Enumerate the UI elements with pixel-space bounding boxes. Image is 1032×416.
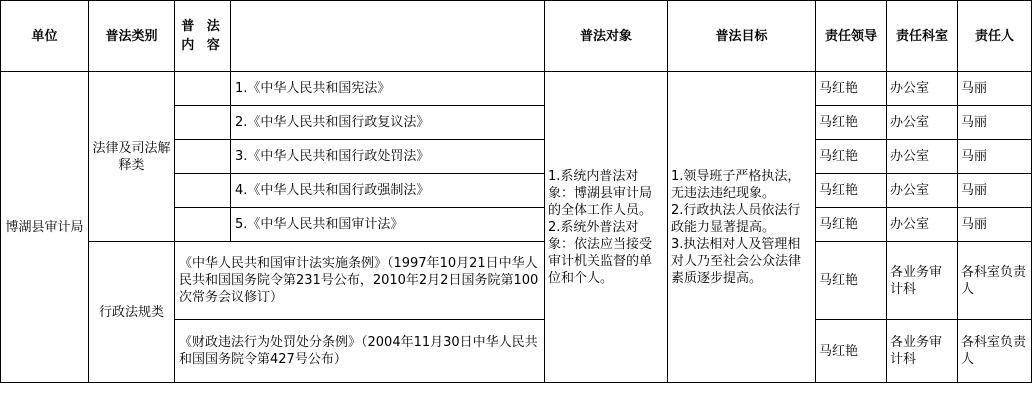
header-person: 责任人 <box>958 1 1032 72</box>
law-item: 5.《中华人民共和国审计法》 <box>231 208 545 242</box>
law-item: 1.《中华人民共和国宪法》 <box>231 72 545 106</box>
leader-cell: 马红艳 <box>816 242 887 320</box>
leader-cell: 马红艳 <box>816 208 887 242</box>
person-cell: 马丽 <box>958 140 1032 174</box>
table-row <box>1 242 1032 320</box>
content-spacer <box>175 72 231 106</box>
header-unit: 单位 <box>1 1 89 72</box>
regulation-item: 《中华人民共和国审计法实施条例》（1997年10月21日中华人民共和国国务院令第231号公布，2010年2月2日国务院第100次常务会议修订） <box>175 242 545 320</box>
leader-cell: 马红艳 <box>816 106 887 140</box>
unit-cell: 博湖县审计局 <box>1 72 89 383</box>
leader-cell: 马红艳 <box>816 174 887 208</box>
content-spacer <box>175 208 231 242</box>
regulation-item: 《财政违法行为处罚处分条例》（2004年11月30日中华人民共和国国务院令第427号公布） <box>175 320 545 383</box>
header-content <box>175 1 231 72</box>
target-cell <box>545 72 668 383</box>
header-target: 普法对象 <box>545 1 668 72</box>
person-cell: 马丽 <box>958 174 1032 208</box>
person-cell: 各科室负责人 <box>958 320 1032 383</box>
leader-cell: 马红艳 <box>816 140 887 174</box>
office-cell: 办公室 <box>887 72 958 106</box>
leader-cell: 马红艳 <box>816 320 887 383</box>
category-law-cell: 法律及司法解释类 <box>89 72 175 242</box>
header-office: 责任科室 <box>887 1 958 72</box>
person-cell: 各科室负责人 <box>958 242 1032 320</box>
leader-cell: 马红艳 <box>816 72 887 106</box>
goal-cell <box>668 72 816 383</box>
office-cell: 各业务审计科 <box>887 242 958 320</box>
law-item: 2.《中华人民共和国行政复议法》 <box>231 106 545 140</box>
person-cell: 马丽 <box>958 106 1032 140</box>
header-leader: 责任领导 <box>816 1 887 72</box>
target-text: 1.系统内普法对象：博湖县审计局的全体工作人员。 2.系统外普法对象：依法应当接受审计机关监督的单位和个人。 <box>548 168 653 286</box>
content-spacer <box>175 174 231 208</box>
header-goal: 普法目标 <box>668 1 816 72</box>
content-spacer <box>175 106 231 140</box>
law-item: 3.《中华人民共和国行政处罚法》 <box>231 140 545 174</box>
category-admin-cell: 行政法规类 <box>89 242 175 383</box>
header-content-blank <box>231 1 545 72</box>
header-row <box>1 1 1032 72</box>
law-item: 4.《中华人民共和国行政强制法》 <box>231 174 545 208</box>
header-content-label: 普 法 内 容 <box>181 19 224 53</box>
header-category: 普法类别 <box>89 1 175 72</box>
office-cell: 各业务审计科 <box>887 320 958 383</box>
office-cell: 办公室 <box>887 208 958 242</box>
office-cell: 办公室 <box>887 106 958 140</box>
goal-text: 1.领导班子严格执法，无违法违纪现象。 2.行政执法人员依法行政能力显著提高。 3.执法相对人及管理相对人乃至社会公众法律素质逐步提高。 <box>671 168 802 286</box>
office-cell: 办公室 <box>887 174 958 208</box>
content-spacer <box>175 140 231 174</box>
person-cell: 马丽 <box>958 72 1032 106</box>
office-cell: 办公室 <box>887 140 958 174</box>
person-cell: 马丽 <box>958 208 1032 242</box>
table-row <box>1 72 1032 106</box>
